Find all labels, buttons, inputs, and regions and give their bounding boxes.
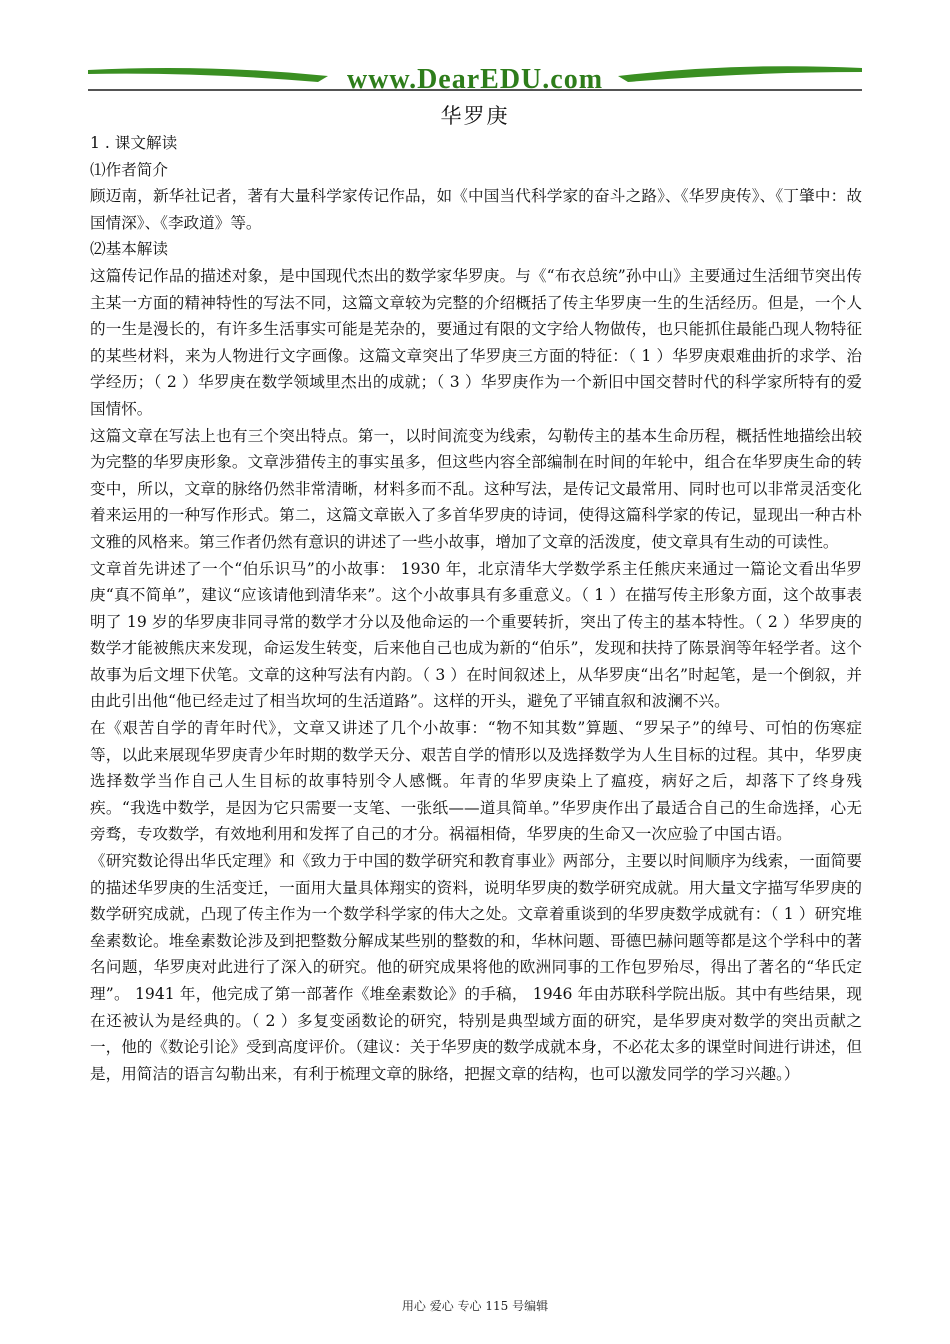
subsection-heading: ⑵基本解读 [90,240,168,259]
body-paragraph: 这篇文章在写法上也有三个突出特点。第一，以时间流变为线索，勾勒传主的基本生命历程，概括性地描绘出较为完整的华罗庚形象。文章涉猎传主的事实虽多，但这些内容全部编制在时间的年轮中，组合在华罗庚生命的转变中，所以，文章的脉络仍然非常清晰，材料多而不乱。这种写法，是传记文最常用、同时也可以非常灵活变化着来运用的一种写作形式。第二，这篇文章嵌入了多首华罗庚的诗词，使得这篇科学家的传记，显现出一种古朴文雅的风格来。第三作者仍然有意识的讲述了一些小故事，增加了文章的活泼度，使文章具有生动的可读性。 [90,426,862,551]
body-paragraph: 《研究数论得出华氏定理》和《致力于中国的数学研究和教育事业》两部分，主要以时间顺序为线索，一面简要的描述华罗庚的生活变迁，一面用大量具体翔实的资料，说明华罗庚的数学研究成就。用大量文字描写华罗庚的数学研究成就，凸现了传主作为一个数学科学家的伟大之处。文章着重谈到的华罗庚数学成就有：（ 1 ）研究堆垒素数论。堆垒素数论涉及到把整数分解成某些别的整数的和，华林问题、哥德巴赫问题等都是这个学科中的著名问题，华罗庚对此进行了深入的研究。他的研究成果将他的欧洲同事的工作包罗殆尽，得出了著名的“华氏定理”。 1941 年，他完成了第一部著作《堆垒素数论》的手稿， 1946 年由苏联科学院出版。其中有些结果，现在还被认为是经典的。（ 2 ）多复变函数论的研究，特别是典型域方面的研究，是华罗庚对数学的突出贡献之一，他的《数论引论》受到高度评价。（建议：关于华罗庚的数学成就本身，不必花太多的课堂时间进行讲述，但是，用简洁的语言勾勒出来，有利于梳理文章的脉络，把握文章的结构，也可以激发同学的学习兴趣。） [90,852,862,1083]
site-header [88,60,862,94]
subsection-heading: ⑴作者简介 [90,160,168,179]
body-paragraph: 在《艰苦自学的青年时代》，文章又讲述了几个小故事：“物不知其数”算题、“罗呆子”的绰号、可怕的伤寒症等，以此来展现华罗庚青少年时期的数学天分、艰苦自学的情形以及选择数学为人生目标的过程。其中，华罗庚选择数学当作自己人生目标的故事特别令人感慨。年青的华罗庚染上了瘟疫，病好之后，却落下了终身残疾。“我选中数学，是因为它只需要一支笔、一张纸——道具简单。”华罗庚作出了最适合自己的生命选择，心无旁骛，专攻数学，有效地利用和发挥了自己的才分。祸福相倚，华罗庚的生命又一次应验了中国古语。 [90,719,862,844]
body-paragraph: 文章首先讲述了一个“伯乐识马”的小故事： 1930 年，北京清华大学数学系主任熊庆来通过一篇论文看出华罗庚“真不简单”，建议“应该请他到清华来”。这个小故事具有多重意义。（ 1 ）在描写传主形象方面，这个故事表明了 19 岁的华罗庚非同寻常的数学才分以及他命运的一个重要转折，突出了传主的基本特性。（ 2 ）华罗庚的数学才能被熊庆来发现，命运发生转变，后来他自己也成为新的“伯乐”，发现和扶持了陈景润等年轻学者。这个故事为后文埋下伏笔。文章的这种写法有内韵。（ 3 ）在时间叙述上，从华罗庚“出名”时起笔，是一个倒叙，并由此引出他“他已经走过了相当坎坷的生活道路”。这样的开头，避免了平铺直叙和波澜不兴。 [90,559,862,711]
page-title: 华罗庚 [440,104,510,128]
site-logo[interactable]: www.DearEDU.com [346,64,604,95]
page-footer: 用心 爱心 专心 115 号编辑 [401,1299,549,1313]
section-heading: 1 . 课文解读 [90,134,178,152]
body-paragraph: 这篇传记作品的描述对象，是中国现代杰出的数学家华罗庚。与《“布衣总统”孙中山》主要通过生活细节突出传主某一方面的精神特性的写法不同，这篇文章较为完整的介绍概括了传主华罗庚一生的生活经历。但是，一个人的一生是漫长的，有许多生活事实可能是芜杂的，要通过有限的文字给人物做传，也只能抓住最能凸现人物特征的某些材料，来为人物进行文字画像。这篇文章突出了华罗庚三方面的特征：（ 1 ）华罗庚艰难曲折的求学、治学经历；（ 2 ）华罗庚在数学领域里杰出的成就；（ 3 ）华罗庚作为一个新旧中国交替时代的科学家所特有的爱国情怀。 [90,266,862,418]
document-body [90,130,862,1087]
body-paragraph: 顾迈南，新华社记者，著有大量科学家传记作品，如《中国当代科学家的奋斗之路》、《华罗庚传》、《丁肇中：故国情深》、《李政道》等。 [90,187,862,232]
